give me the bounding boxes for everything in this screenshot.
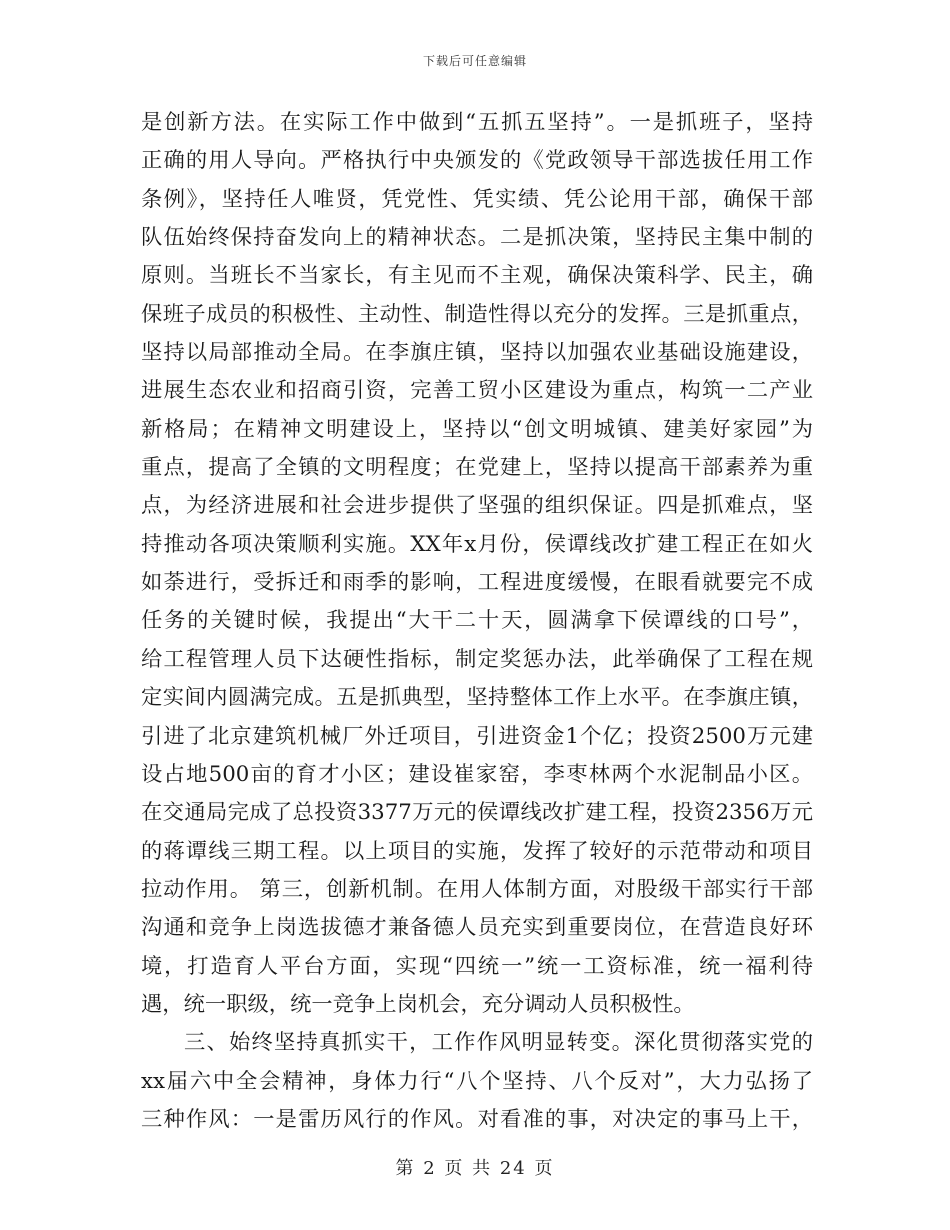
text-line: 在交通局完成了总投资3377万元的侯谭线改扩建工程，投资2356万元: [141, 800, 813, 826]
text-line: 沟通和竞争上岗选拔德才兼备德人员充实到重要岗位，在营造良好环: [141, 915, 813, 941]
paragraph-1: [141, 104, 813, 1024]
text-line: 三种作风：一是雷历风行的作风。对看准的事，对决定的事马上干，: [141, 1106, 813, 1132]
text-line: 原则。当班长不当家长，有主见而不主观，确保决策科学、民主，确: [141, 263, 813, 289]
text-line: 引进了北京建筑机械厂外迁项目，引进资金1个亿；投资2500万元建: [141, 723, 813, 749]
text-line: 坚持以局部推动全局。在李旗庄镇，坚持以加强农业基础设施建设，: [141, 340, 813, 366]
text-line: 进展生态农业和招商引资，完善工贸小区建设为重点，构筑一二产业: [141, 378, 813, 404]
text-line: 重点，提高了全镇的文明程度；在党建上，坚持以提高干部素养为重: [141, 455, 813, 481]
paragraph-2: [141, 1024, 813, 1139]
text-line: 是创新方法。在实际工作中做到“五抓五坚持”。一是抓班子，坚持: [141, 110, 813, 135]
text-line: 持推动各项决策顺利实施。XX年x月份，侯谭线改扩建工程正在如火: [141, 531, 813, 557]
page-header: 下载后可任意编辑: [422, 54, 527, 68]
text-line: 如荼进行，受拆迁和雨季的影响，工程进度缓慢，在眼看就要完不成: [141, 570, 813, 596]
text-line: 境，打造育人平台方面，实现“四统一”统一工资标准，统一福利待: [141, 953, 813, 979]
text-line: xx届六中全会精神，身体力行“八个坚持、八个反对”，大力弘扬了: [141, 1068, 813, 1094]
text-line: 保班子成员的积极性、主动性、制造性得以充分的发挥。三是抓重点，: [141, 301, 813, 327]
page-number: 第 2 页 共 24 页: [395, 1158, 555, 1179]
text-line: 给工程管理人员下达硬性指标，制定奖惩办法，此举确保了工程在规: [141, 646, 813, 672]
text-line: 任务的关键时候，我提出“大干二十天，圆满拿下侯谭线的口号”，: [141, 608, 813, 634]
text-line: 正确的用人导向。严格执行中央颁发的《党政领导干部选拔任用工作: [141, 148, 813, 174]
text-line: 拉动作用。 第三，创新机制。在用人体制方面，对股级干部实行干部: [141, 876, 813, 902]
text-line: 新格局；在精神文明建设上，坚持以“创文明城镇、建美好家园”为: [141, 416, 813, 442]
text-line: 遇，统一职级，统一竞争上岗机会，充分调动人员积极性。: [141, 991, 695, 1017]
text-line: 三、始终坚持真抓实干，工作作风明显转变。深化贯彻落实党的: [184, 1030, 813, 1056]
text-line: 点，为经济进展和社会进步提供了坚强的组织保证。四是抓难点，坚: [141, 493, 813, 519]
text-line: 的蒋谭线三期工程。以上项目的实施，发挥了较好的示范带动和项目: [141, 838, 813, 864]
text-line: 定实间内圆满完成。五是抓典型，坚持整体工作上水平。在李旗庄镇，: [141, 685, 813, 711]
text-line: 设占地500亩的育才小区；建设崔家窑，李枣林两个水泥制品小区。: [141, 761, 813, 787]
text-line: 队伍始终保持奋发向上的精神状态。二是抓决策，坚持民主集中制的: [141, 225, 813, 251]
text-line: 条例》，坚持任人唯贤，凭党性、凭实绩、凭公论用干部，确保干部: [141, 186, 813, 212]
document-body: [141, 104, 813, 1139]
